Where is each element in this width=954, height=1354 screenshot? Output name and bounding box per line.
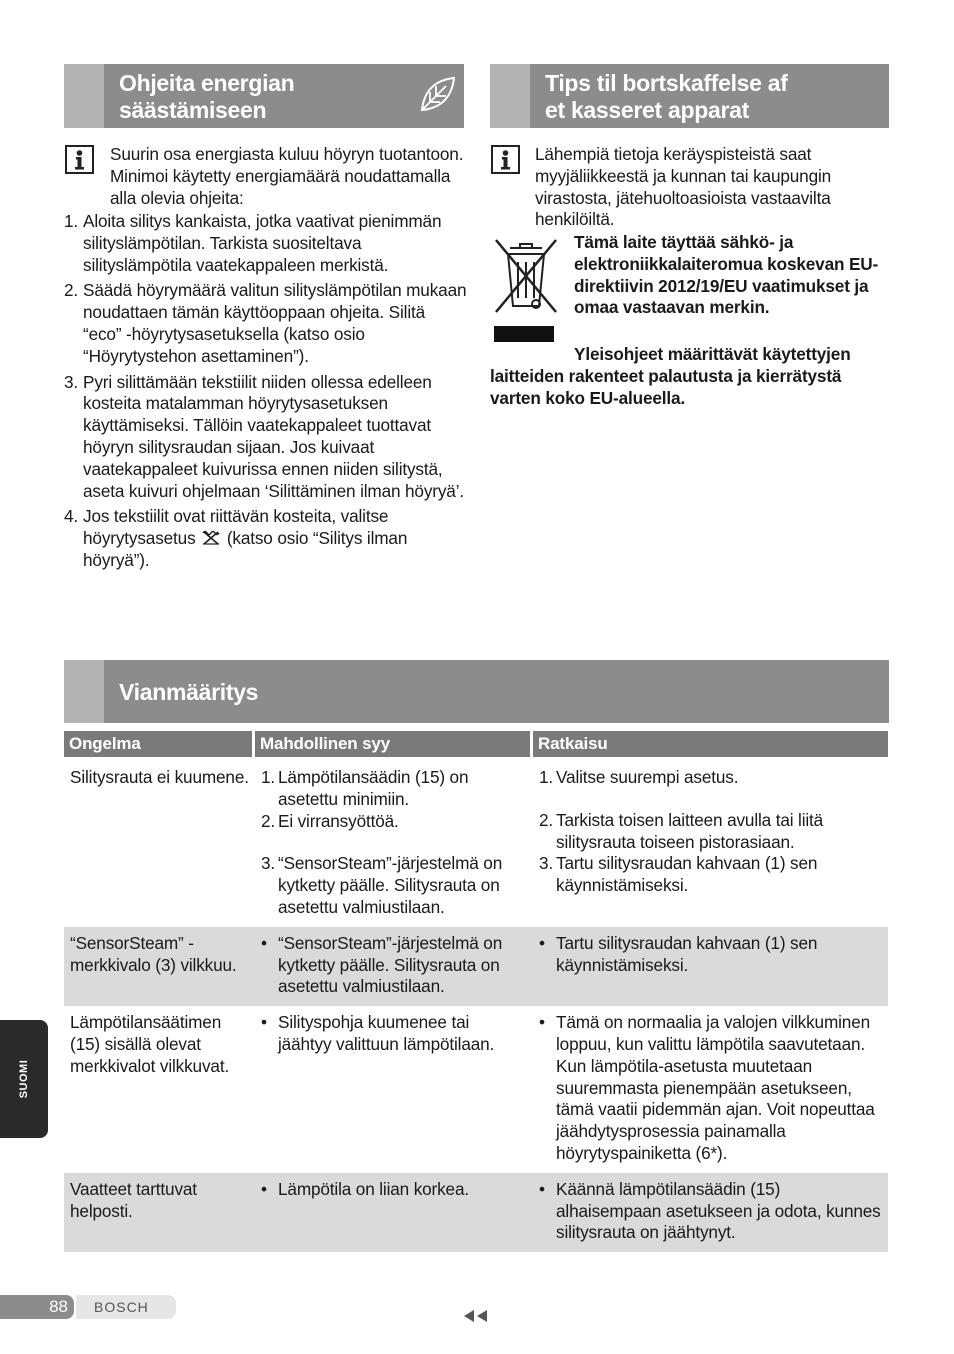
energy-intro: Suurin osa energiasta kuluu höyryn tuotantoon. Minimoi käytetty energiamäärä noudattamalla alla olevia ohjeita: — [110, 144, 464, 208]
list-item: 2. Säädä höyrymäärä valitun silityslämpötilan mukaan noudattaen tämän käyttöoppaan ohjeita. Silitä “eco” -höyrytysasetuksella (katso osio “Höyrytystehon asettaminen”). — [64, 280, 467, 366]
language-tab — [0, 1020, 48, 1138]
energy-section-header — [64, 64, 464, 128]
energy-title-line2: säästämiseen — [119, 97, 267, 123]
disposal-intro: Lähempiä tietoja keräyspisteistä saat myyjäliikkeestä ja kunnan tai kaupungin virastosta, jätehuoltoasioista vastaavilta henkilöiltä. — [535, 144, 832, 230]
cause-cell: 1. Lämpötilansäädin (15) on asetettu minimiin. 2. Ei virransyöttöä. 3. “SensorSteam”-järjestelmä on kytketty päälle. Silitysrauta on asetettu valmiustilaan. — [261, 767, 503, 917]
troubleshooting-title: Vianmääritys — [119, 679, 259, 705]
disposal-title-line2: et kasseret apparat — [545, 97, 749, 123]
solution-cell: • Tartu silitysraudan kahvaan (1) sen käynnistämiseksi. — [533, 927, 888, 1006]
table-row — [64, 1006, 888, 1173]
cause-cell: • Silityspohja kuumenee tai jäähtyy valittuun lämpötilaan. — [261, 1012, 495, 1054]
weee-text2: Yleisohjeet määrittävät käytettyjen laitteiden rakenteet palautusta ja kierrätystä varten koko EU-alueella. — [490, 344, 851, 408]
solution-cell: • Käännä lämpötilansäädin (15) alhaisempaan asetukseen ja odota, kunnes silitysrauta on jäähtynyt. — [533, 1173, 888, 1252]
page-number: 88 — [0, 1295, 74, 1319]
table-row — [64, 1173, 888, 1252]
previous-page-icon[interactable] — [462, 1308, 490, 1324]
problem-cell: Silitysrauta ei kuumene. — [70, 767, 249, 787]
troubleshooting-header — [64, 660, 889, 723]
problem-cell: Lämpötilansäätimen (15) sisällä olevat merkkivalot vilkkuvat. — [70, 1012, 230, 1076]
info-icon — [65, 145, 94, 174]
no-steam-icon — [200, 529, 222, 547]
weee-crossed-bin-icon — [490, 234, 562, 346]
language-label: SUOMI — [18, 1059, 30, 1099]
solution-cell: • Tämä on normaalia ja valojen vilkkuminen loppuu, kun valittu lämpötila saavutetaan. Kun lämpötila-asetusta muutetaan suuremmasta pienempään asetukseen, tämä vaatii pidemmän ajan. Voit nopeuttaa jäähdytysprosessia painamalla höyrytyspainiketta (6*). — [539, 1012, 875, 1163]
list-item: 3. Pyri silittämään tekstiilit niiden ollessa edelleen kosteita matalamman höyrytysasetuksen käyttämiseksi. Tällöin vaatekappaleet tuottavat höyryn silitysraudan sijaan. Jos kuivaat vaatekappaleet kuivurissa ennen niiden silitystä, aseta kuivuri ohjelmaan ‘Silittäminen ilman höyryä’. — [64, 371, 465, 501]
weee-text: Tämä laite täyttää sähkö- ja elektroniikkalaiteromua koskevan EU-direktiivin 2012/19/EU vaatimukset ja omaa vastaavan merkin. — [574, 232, 879, 318]
table-row — [64, 757, 888, 927]
energy-title-line1: Ohjeita energian — [119, 70, 295, 96]
list-item: 4. Jos tekstiilit ovat riittävän kosteita, valitse höyrytysasetus (katso osio “Silitys ilman höyryä”). — [64, 506, 408, 570]
cause-cell: • “SensorSteam”-järjestelmä on kytketty päälle. Silitysrauta on asetettu valmiustilaan. — [255, 927, 533, 1006]
disposal-section-header — [490, 64, 889, 128]
disposal-title-line1: Tips til bortskaffelse af — [545, 70, 788, 96]
table-row — [64, 927, 888, 1006]
troubleshooting-table — [64, 731, 888, 1252]
energy-steps-list — [64, 211, 468, 576]
cause-cell: • Lämpötila on liian korkea. — [255, 1173, 533, 1252]
solution-cell: 1. Valitse suurempi asetus. 2. Tarkista toisen laitteen avulla tai liitä silitysrauta toiseen pistorasiaan. 3. Tartu silitysraudan kahvaan (1) sen käynnistämiseksi. — [539, 767, 824, 896]
info-icon — [491, 145, 520, 174]
brand-label: BOSCH — [76, 1295, 176, 1319]
column-header-problem: Ongelma — [64, 731, 255, 757]
problem-cell: “SensorSteam” -merkkivalo (3) vilkkuu. — [64, 927, 255, 1006]
column-header-cause: Mahdollinen syy — [255, 731, 533, 757]
column-header-solution: Ratkaisu — [533, 731, 888, 757]
leaf-icon — [416, 74, 458, 116]
problem-cell: Vaatteet tarttuvat helposti. — [64, 1173, 255, 1252]
list-item: 1. Aloita silitys kankaista, jotka vaativat pienimmän silityslämpötilan. Tarkista suositeltava silityslämpötila vaatekappaleen merkistä. — [64, 211, 442, 275]
